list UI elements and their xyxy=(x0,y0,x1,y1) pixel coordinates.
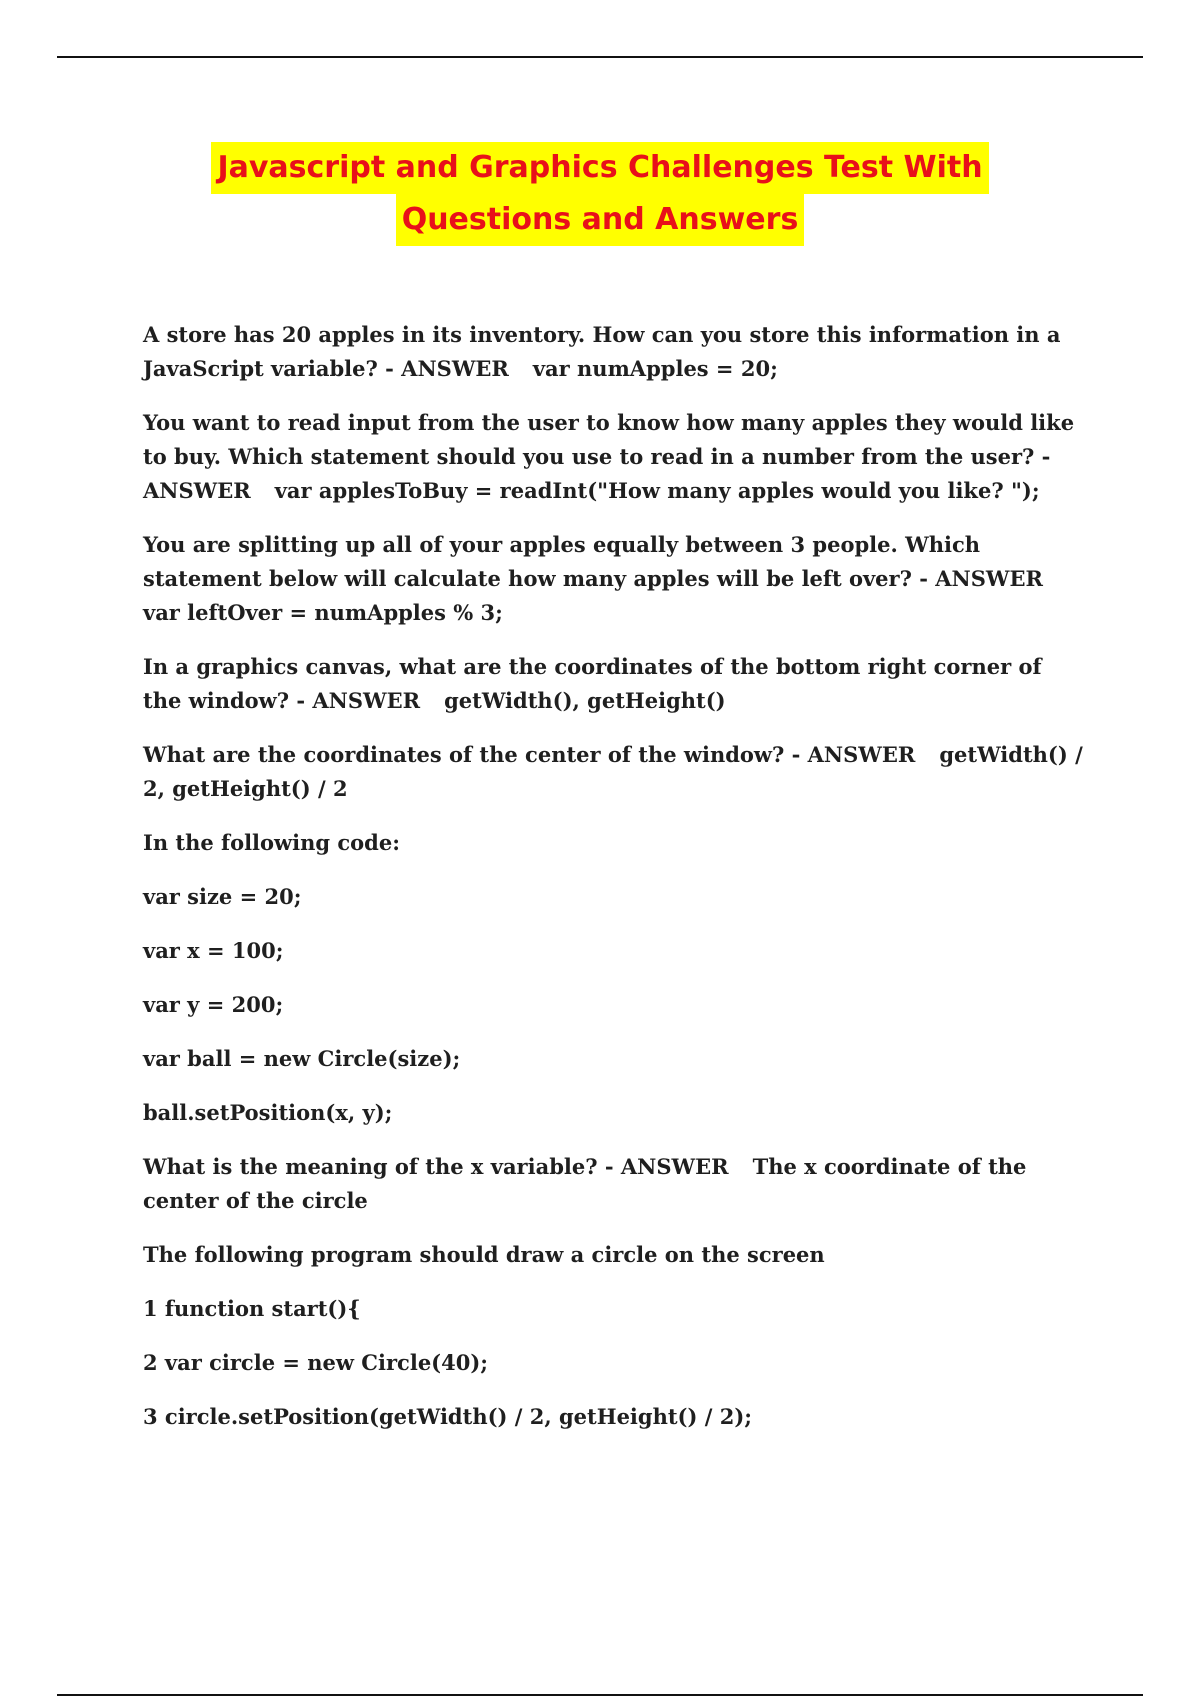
qa-item xyxy=(143,406,1083,508)
qa-item xyxy=(143,650,1083,718)
qa-item xyxy=(143,1150,1083,1218)
question-text: What are the coordinates of the center of the window? - ANSWER xyxy=(143,742,916,767)
answer-text: var applesToBuy = readInt("How many apples would you like? "); xyxy=(274,478,1040,503)
question-text: What is the meaning of the x variable? - ANSWER xyxy=(143,1154,729,1179)
question-text: You want to read input from the user to know how many apples they would like to buy. Which statement should you use to read in a number from the user? - ANSWER xyxy=(143,410,1075,503)
code-line: var size = 20; xyxy=(143,884,302,909)
qa-item xyxy=(143,738,1083,806)
answer-text: getWidth() / 2, getHeight() / 2 xyxy=(143,742,1083,801)
question-text: You are splitting up all of your apples equally between 3 people. Which statement below will calculate how many apples will be left over? - ANSWER xyxy=(143,532,1043,591)
program-intro: The following program should draw a circle on the screen xyxy=(143,1242,825,1267)
qa-item xyxy=(143,528,1083,630)
header-rule xyxy=(57,56,1143,58)
program-line: 1 function start(){ xyxy=(143,1296,361,1321)
code-line: var y = 200; xyxy=(143,992,284,1017)
footer-rule xyxy=(57,1694,1143,1696)
code-line: var x = 100; xyxy=(143,938,284,963)
code-line: var ball = new Circle(size); xyxy=(143,1046,461,1071)
title-line-2: Questions and Answers xyxy=(396,194,805,246)
question-text: A store has 20 apples in its inventory. How can you store this information in a JavaScript variable? - ANSWER xyxy=(143,322,1061,381)
qa-item xyxy=(143,318,1083,386)
document-title xyxy=(0,142,1200,246)
question-text: In a graphics canvas, what are the coordinates of the bottom right corner of the window? - ANSWER xyxy=(143,654,1042,713)
answer-text: getWidth(), getHeight() xyxy=(444,688,726,713)
answer-text: The x coordinate of the center of the circle xyxy=(143,1154,1027,1213)
code-intro: In the following code: xyxy=(143,830,400,855)
title-line-1: Javascript and Graphics Challenges Test With xyxy=(211,142,988,194)
program-line: 2 var circle = new Circle(40); xyxy=(143,1350,489,1375)
document-body xyxy=(143,318,1083,1454)
program-line: 3 circle.setPosition(getWidth() / 2, getHeight() / 2); xyxy=(143,1404,753,1429)
answer-text: var leftOver = numApples % 3; xyxy=(143,600,503,625)
answer-text: var numApples = 20; xyxy=(532,356,778,381)
code-line: ball.setPosition(x, y); xyxy=(143,1100,393,1125)
